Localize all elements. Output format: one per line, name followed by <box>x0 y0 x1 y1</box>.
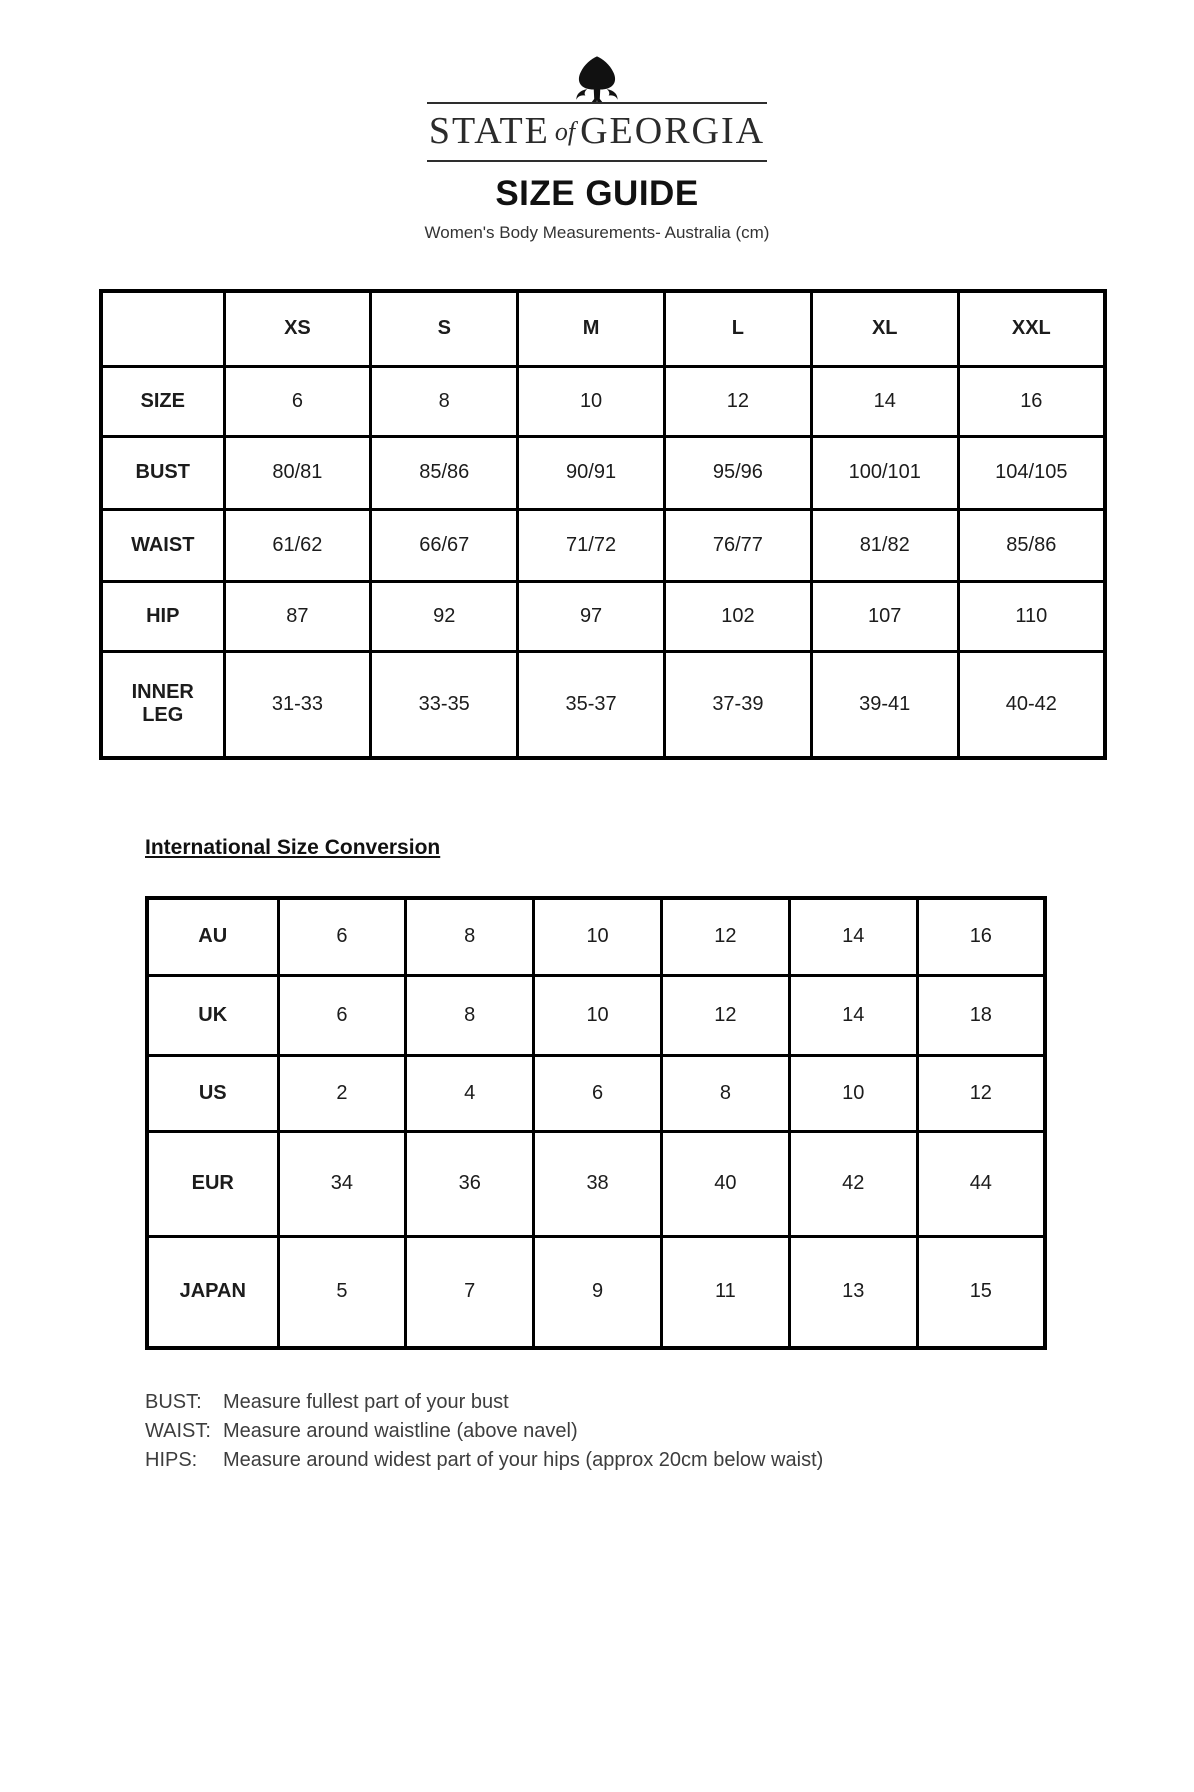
value-cell: 33-35 <box>371 651 518 758</box>
logo-rule-top <box>427 54 767 104</box>
measurements-table <box>99 289 1107 760</box>
table-row <box>147 1236 1045 1348</box>
column-header-cell <box>101 291 224 366</box>
brand-pre: STATE <box>428 110 550 152</box>
value-cell: 76/77 <box>664 509 811 581</box>
page-subtitle: Women's Body Measurements- Australia (cm) <box>424 223 770 242</box>
value-cell: 10 <box>534 898 662 975</box>
note-hips <box>145 1446 1194 1475</box>
conversion-heading: International Size Conversion <box>145 836 441 859</box>
row-label-cell: US <box>147 1055 278 1131</box>
brand-header <box>0 0 1194 243</box>
value-cell: 85/86 <box>371 436 518 509</box>
value-cell: 85/86 <box>958 509 1105 581</box>
value-cell: 8 <box>661 1055 789 1131</box>
value-cell: 97 <box>518 581 665 651</box>
column-header-cell: L <box>664 291 811 366</box>
header-row <box>101 291 1105 366</box>
value-cell: 2 <box>278 1055 406 1131</box>
note-bust <box>145 1388 1194 1417</box>
value-cell: 104/105 <box>958 436 1105 509</box>
table-row <box>147 898 1045 975</box>
value-cell: 40 <box>661 1131 789 1236</box>
note-bust-label: BUST: <box>145 1391 202 1413</box>
value-cell: 102 <box>664 581 811 651</box>
value-cell: 87 <box>224 581 371 651</box>
brand-post: GEORGIA <box>580 110 766 152</box>
value-cell: 42 <box>789 1131 917 1236</box>
table-row <box>101 366 1105 436</box>
value-cell: 38 <box>534 1131 662 1236</box>
row-label-cell: BUST <box>101 436 224 509</box>
value-cell: 36 <box>406 1131 534 1236</box>
brand-mid: of <box>554 117 576 146</box>
value-cell: 14 <box>789 898 917 975</box>
value-cell: 10 <box>534 975 662 1055</box>
value-cell: 14 <box>811 366 958 436</box>
value-cell: 8 <box>371 366 518 436</box>
value-cell: 6 <box>224 366 371 436</box>
value-cell: 6 <box>534 1055 662 1131</box>
page-title: SIZE GUIDE <box>495 174 699 213</box>
value-cell: 66/67 <box>371 509 518 581</box>
value-cell: 107 <box>811 581 958 651</box>
value-cell: 34 <box>278 1131 406 1236</box>
value-cell: 12 <box>661 898 789 975</box>
value-cell: 16 <box>958 366 1105 436</box>
column-header-cell: XS <box>224 291 371 366</box>
column-header-cell: M <box>518 291 665 366</box>
column-header-cell: S <box>371 291 518 366</box>
value-cell: 12 <box>664 366 811 436</box>
value-cell: 40-42 <box>958 651 1105 758</box>
value-cell: 16 <box>917 898 1045 975</box>
table-row <box>101 509 1105 581</box>
note-hips-label: HIPS: <box>145 1449 198 1471</box>
row-label-cell: AU <box>147 898 278 975</box>
table-row <box>147 1055 1045 1131</box>
value-cell: 90/91 <box>518 436 665 509</box>
value-cell: 8 <box>406 898 534 975</box>
value-cell: 18 <box>917 975 1045 1055</box>
value-cell: 71/72 <box>518 509 665 581</box>
value-cell: 8 <box>406 975 534 1055</box>
row-label-cell: UK <box>147 975 278 1055</box>
value-cell: 44 <box>917 1131 1045 1236</box>
value-cell: 15 <box>917 1236 1045 1348</box>
value-cell: 100/101 <box>811 436 958 509</box>
row-label-cell: WAIST <box>101 509 224 581</box>
table-row <box>147 975 1045 1055</box>
conversion-table <box>145 896 1047 1350</box>
row-label-cell: JAPAN <box>147 1236 278 1348</box>
value-cell: 4 <box>406 1055 534 1131</box>
value-cell: 12 <box>917 1055 1045 1131</box>
note-waist-label: WAIST: <box>145 1420 211 1442</box>
value-cell: 61/62 <box>224 509 371 581</box>
value-cell: 92 <box>371 581 518 651</box>
value-cell: 39-41 <box>811 651 958 758</box>
value-cell: 110 <box>958 581 1105 651</box>
value-cell: 12 <box>661 975 789 1055</box>
table-row <box>101 581 1105 651</box>
value-cell: 6 <box>278 898 406 975</box>
value-cell: 37-39 <box>664 651 811 758</box>
value-cell: 6 <box>278 975 406 1055</box>
value-cell: 11 <box>661 1236 789 1348</box>
row-label-cell: INNER LEG <box>101 651 224 758</box>
measurement-notes <box>145 1388 1194 1475</box>
brand-name <box>417 104 777 160</box>
value-cell: 10 <box>789 1055 917 1131</box>
note-bust-text: Measure fullest part of your bust <box>223 1391 509 1413</box>
table-row <box>147 1131 1045 1236</box>
note-waist <box>145 1417 1194 1446</box>
row-label-cell: SIZE <box>101 366 224 436</box>
value-cell: 14 <box>789 975 917 1055</box>
table-row <box>101 436 1105 509</box>
column-header-cell: XXL <box>958 291 1105 366</box>
value-cell: 9 <box>534 1236 662 1348</box>
value-cell: 81/82 <box>811 509 958 581</box>
value-cell: 10 <box>518 366 665 436</box>
column-header-cell: XL <box>811 291 958 366</box>
row-label-cell: HIP <box>101 581 224 651</box>
value-cell: 5 <box>278 1236 406 1348</box>
value-cell: 95/96 <box>664 436 811 509</box>
value-cell: 31-33 <box>224 651 371 758</box>
tree-icon <box>553 55 641 111</box>
table-row <box>101 651 1105 758</box>
value-cell: 7 <box>406 1236 534 1348</box>
row-label-cell: EUR <box>147 1131 278 1236</box>
note-waist-text: Measure around waistline (above navel) <box>223 1420 578 1442</box>
value-cell: 35-37 <box>518 651 665 758</box>
note-hips-text: Measure around widest part of your hips (approx 20cm below waist) <box>223 1449 824 1471</box>
value-cell: 80/81 <box>224 436 371 509</box>
logo-rule-bottom <box>427 160 767 162</box>
value-cell: 13 <box>789 1236 917 1348</box>
